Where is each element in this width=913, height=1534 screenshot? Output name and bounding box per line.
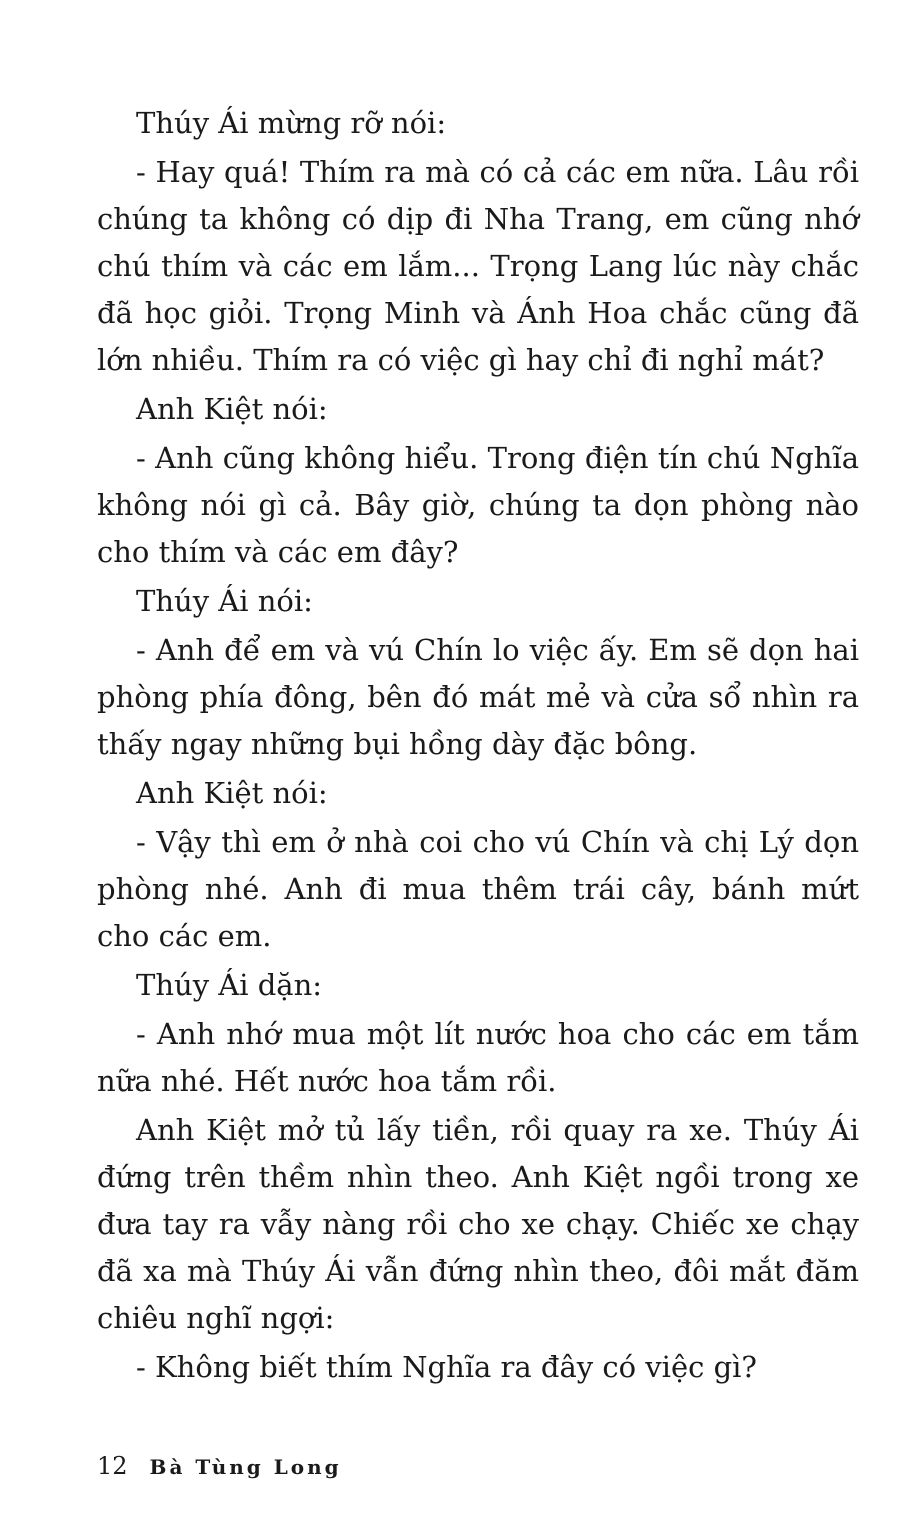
page-footer (97, 1452, 342, 1480)
paragraph: Thúy Ái nói: (136, 584, 313, 618)
page-number: 12 (97, 1452, 128, 1480)
paragraph: Thúy Ái dặn: (136, 968, 323, 1002)
paragraph: Anh Kiệt nói: (136, 392, 328, 426)
running-title: Bà Tùng Long (149, 1455, 342, 1479)
paragraph: - Anh để em và vú Chín lo việc ấy. Em sẽ dọn hai phòng phía đông, bên đó mát mẻ và cửa sổ nhìn ra thấy ngay những bụi hồng dày đặc bông. (97, 633, 859, 761)
paragraph: - Hay quá! Thím ra mà có cả các em nữa. Lâu rồi chúng ta không có dịp đi Nha Trang, em cũng nhớ chú thím và các em lắm... Trọng Lang lúc này chắc đã học giỏi. Trọng Minh và Ánh Hoa chắc cũng đã lớn nhiều. Thím ra có việc gì hay chỉ đi nghỉ mát? (97, 155, 859, 377)
paragraph: - Anh cũng không hiểu. Trong điện tín chú Nghĩa không nói gì cả. Bây giờ, chúng ta dọn phòng nào cho thím và các em đây? (97, 441, 859, 569)
paragraph: Thúy Ái mừng rỡ nói: (136, 106, 447, 140)
paragraph: - Không biết thím Nghĩa ra đây có việc gì? (136, 1350, 757, 1384)
paragraph: Anh Kiệt mở tủ lấy tiền, rồi quay ra xe. Thúy Ái đứng trên thềm nhìn theo. Anh Kiệt ngồi trong xe đưa tay ra vẫy nàng rồi cho xe chạy. Chiếc xe chạy đã xa mà Thúy Ái vẫn đứng nhìn theo, đôi mắt đăm chiêu nghĩ ngợi: (97, 1113, 859, 1335)
paragraph: Anh Kiệt nói: (136, 776, 328, 810)
body-text (97, 100, 859, 1393)
paragraph: - Vậy thì em ở nhà coi cho vú Chín và chị Lý dọn phòng nhé. Anh đi mua thêm trái cây, bánh mứt cho các em. (97, 825, 859, 953)
paragraph: - Anh nhớ mua một lít nước hoa cho các em tắm nữa nhé. Hết nước hoa tắm rồi. (97, 1017, 859, 1098)
